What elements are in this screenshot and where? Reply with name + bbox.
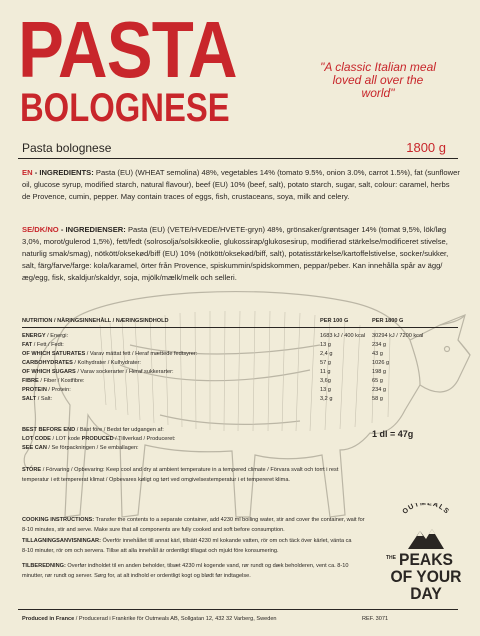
- footer-producer: Produced in France / Producerad i Frankrike för Outmeals AB, Sollgatan 12, 432 32 Varberg, Sweden: [22, 616, 277, 622]
- cooking-en-2: 8-10 minutes, stir and serve. Make sure that all components are fully cooked and soft before consumption.: [22, 527, 285, 533]
- footer-ref: REF. 3071: [362, 616, 389, 622]
- brand-slogan: PEAKS OF YOUR DAY: [390, 550, 462, 603]
- cooking-en: COOKING INSTRUCTIONS: Transfer the contents to a separate container, add 4230 ml boiling water, stir and cover the container, wait for: [22, 517, 365, 523]
- best-before: BEST BEFORE END / Bäst före / Bedst før udgangen af:: [22, 427, 164, 433]
- nutrition-row: SALT / Salt: 3,2 g 58 g: [22, 396, 383, 402]
- nutrition-row: PROTEIN / Protein: 13 g 234 g: [22, 387, 386, 393]
- ingredients-en-heading: INGREDIENTS:: [39, 168, 94, 177]
- nutrition-title: NUTRITION / NÄRINGSINNEHÅLL / NÆRINGSINDHOLD: [22, 318, 169, 324]
- cooking-dk: TILBEREDNING: Overfør indholdet til en anden beholder, tilsæt 4230 ml kogende vand, rør rundt og dæk beholderen, vent ca. 8-10: [22, 563, 349, 569]
- tagline: "A classic Italian meal loved all over the world": [320, 60, 436, 100]
- brand-the: THE: [386, 555, 396, 561]
- language-code-se: SE/DK/NO: [22, 225, 59, 234]
- language-code-en: EN: [22, 168, 33, 177]
- divider: [18, 158, 458, 159]
- cooking-se: TILLAGNINGSANVISNINGAR: Överför innehållet till annat kärl, tillsätt 4230 ml kokande vatten, rör om och täck över kärlet, vänta ca: [22, 538, 352, 544]
- ingredients-se: SE/DK/NO - INGREDIENSER: Pasta (EU) (VETE/HVEDE/HVETE-gryn) 48%, grönsaker/grøntsager 14% (tomat 9,5%, lök/løg 3,0%, morot/gulerod 1,5%), fett/fedt (solrosolja/solsikkeolie, glukossirap/glukosesirup, modifierad stärkelse/modificeret stivelse, naturlig smak/smag), nötkött/oksekød/biff (EU) 10% (nötkött/oksekød/biff, salt), potatisstärkelse/kartoffelstivelse, socker/sukker, salt, färg/farve/farge: kola/karamel, örter från Provence, spiskummin/spidskommen, peppar/peber. Kan innehålla spår av ägg/æg/egg, fisk, skaldjur/skaldyr, soja, mjölk/mælk/melk och selleri.: [22, 225, 449, 282]
- product-name: Pasta bolognese: [22, 141, 112, 155]
- nutrition-divider: [22, 327, 458, 328]
- ingredients-se-text: Pasta (EU) (VETE/HVEDE/HVETE-gryn) 48%, grönsaker/grøntsager 14% (tomat 9,5%, lök/løg 3,0%, morot/gulerod 1,5%), fett/fedt (solrosolja/solsikkeolie, glukossirap/glukosesirup, modifierad stärkelse/modificeret stivelse, naturlig smak/smag), nötkött/oksekød/biff (EU) 10% (nötkött/oksekød/biff, salt), potatisstärkelse/kartoffelstivelse, socker/sukker, salt, färg/farve/farge: kola/karamel, örter från Provence, spiskummin/spidskommen, peppar/peber. Kan innehålla spår av ägg/æg/egg, fisk, skaldjur/skaldyr, soja, mjölk/mælk/melk och selleri.: [22, 225, 449, 282]
- footer-divider: [18, 609, 458, 610]
- brand-logo: [386, 503, 466, 613]
- mountain-icon: [386, 503, 466, 553]
- lot-code: LOT CODE / LOT kode PRODUCED / Tillverkad / Produceret:: [22, 436, 176, 442]
- nutrition-row: CARBOHYDRATES / Kolhydrater / Kulhydrater: 57 g 1026 g: [22, 360, 390, 366]
- product-subtitle: BOLOGNESE: [20, 86, 230, 130]
- ingredients-se-heading: INGREDIENSER:: [65, 225, 126, 234]
- cooking-se-2: 8-10 minuter, rör om och servera. Tillse att alla innehåll är ordentligt tillagat och mjukt före konsumering.: [22, 548, 279, 554]
- see-can: SEE CAN / Se förpackningen / Se emballagen:: [22, 445, 139, 451]
- nutrition-row: ENERGY / Energi: 1683 kJ / 400 kcal 30294 kJ / 7200 kcal: [22, 333, 424, 339]
- nutrition-row: FIBRE / Fiber / Kostfibre: 3,6g 65 g: [22, 378, 383, 384]
- nutrition-col-100: PER 100 G: [320, 318, 349, 324]
- nutrition-col-1800: PER 1800 G: [372, 318, 404, 324]
- nutrition-row: OF WHICH SUGARS / Varav sockerarter / Heraf sukkerarter: 11 g 198 g: [22, 369, 386, 375]
- nutrition-row: OF WHICH SATURATES / Varav mättat fett / Heraf mættede fedtsyrer: 2,4 g 43 g: [22, 351, 383, 357]
- serving-size: 1 dl = 47g: [372, 429, 414, 439]
- product-title: PASTA: [18, 5, 237, 94]
- ingredients-en: EN - INGREDIENTS: Pasta (EU) (WHEAT semolina) 48%, vegetables 14% (tomato 9.5%, onion 3.0%, carrot 1.5%), fat (sunflower oil, glucose syrup, modified starch, natural flavour), beef (EU) 10% (beef, salt), potato starch, sugar, salt, colour: caramel, herbs de Provence, cumin, pepper. May contain traces of eggs, fish, crustaceans, soya, milk and celery.: [22, 168, 460, 201]
- nutrition-row: FAT / Fett / Fedt: 13 g 234 g: [22, 342, 386, 348]
- cooking-dk-2: minutter, rør rundt og server. Sørg for, at alt indhold er ordentligt kogt og blødt før indtagelse.: [22, 573, 251, 579]
- ingredients-en-text: Pasta (EU) (WHEAT semolina) 48%, vegetables 14% (tomato 9.5%, onion 3.0%, carrot 1.5%), fat (sunflower oil, glucose syrup, modified starch, natural flavour), beef (EU) 10% (beef, salt), potato starch, sugar, salt, colour: caramel, herbs de Provence, cumin, pepper. May contain traces of eggs, fish, crustaceans, soya, milk and celery.: [22, 168, 460, 201]
- net-weight: 1800 g: [406, 140, 446, 155]
- svg-text:OUTMEALS: OUTMEALS: [401, 503, 451, 516]
- storage-line-2: temperatur i ett tempererat klimat / Opbevares køligt og tørt ved omgivelsestemperatur i et tempereret klima.: [22, 477, 290, 483]
- storage-line-1: STORE / Förvaring / Opbevaring: Keep cool and dry at ambient temperature in a tempered climate / Förvara svalt och torrt i rest: [22, 467, 339, 473]
